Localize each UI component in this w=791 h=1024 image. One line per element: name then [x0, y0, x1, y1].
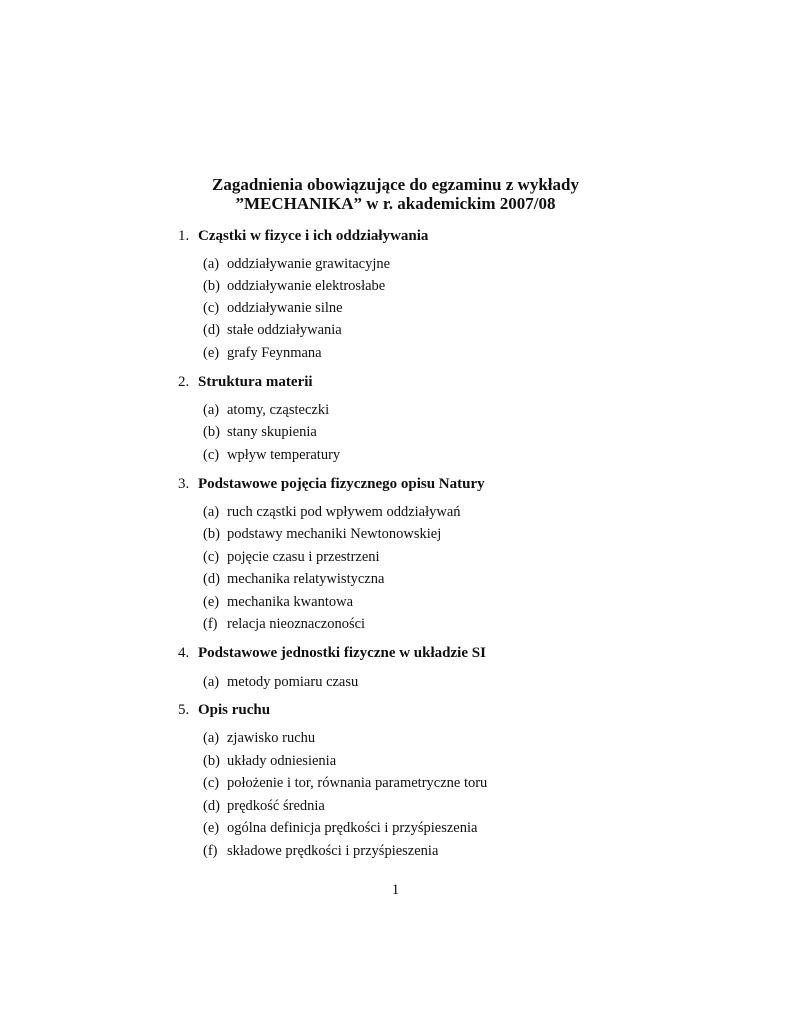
item-text: pojęcie czasu i przestrzeni: [227, 549, 380, 565]
list-item: [203, 818, 477, 838]
item-text: oddziaływanie silne: [227, 300, 343, 316]
item-label: (a): [203, 674, 220, 690]
item-text: grafy Feynmana: [227, 345, 322, 361]
page-number: 1: [391, 882, 400, 898]
list-item: [203, 400, 329, 420]
item-label: (b): [203, 753, 220, 769]
item-text: mechanika relatywistyczna: [227, 571, 385, 587]
item-text: ogólna definicja prędkości i przyśpieszenia: [227, 820, 478, 836]
item-text: relacja nieoznaczoności: [227, 616, 366, 632]
list-item: [203, 445, 340, 465]
item-label: (b): [203, 424, 220, 440]
item-text: układy odniesienia: [227, 753, 337, 769]
section-title: Podstawowe jednostki fizyczne w układzie SI: [198, 645, 486, 661]
list-item: [203, 841, 438, 861]
list-item: [203, 320, 342, 340]
item-text: podstawy mechaniki Newtonowskiej: [227, 526, 442, 542]
list-item: [203, 524, 441, 544]
list-item: [203, 254, 390, 274]
item-text: wpływ temperatury: [227, 447, 341, 463]
section-number: 3.: [178, 476, 190, 492]
list-item: [203, 751, 336, 771]
item-label: (c): [203, 549, 220, 565]
section-title: Struktura materii: [198, 374, 313, 390]
document-title-line2: ”MECHANIKA” w r. akademickim 2007/08: [235, 194, 556, 213]
section-number: 2.: [178, 374, 190, 390]
item-label: (d): [203, 798, 220, 814]
item-label: (a): [203, 504, 220, 520]
item-text: stany skupienia: [227, 424, 317, 440]
item-label: (c): [203, 300, 220, 316]
item-label: (a): [203, 256, 220, 272]
item-text: położenie i tor, równania parametryczne toru: [227, 775, 488, 791]
section-number: 1.: [178, 228, 190, 244]
list-item: [203, 592, 353, 612]
list-item: [203, 773, 487, 793]
item-text: składowe prędkości i przyśpieszenia: [227, 843, 439, 859]
list-item: [203, 728, 315, 748]
item-label: (b): [203, 526, 220, 542]
item-text: oddziaływanie elektrosłabe: [227, 278, 386, 294]
section-heading-4: [178, 643, 486, 663]
section-heading-1: [178, 226, 428, 246]
section-title: Opis ruchu: [198, 702, 271, 718]
list-item: [203, 547, 380, 567]
section-number: 5.: [178, 702, 190, 718]
item-text: ruch cząstki pod wpływem oddziaływań: [227, 504, 461, 520]
item-text: stałe oddziaływania: [227, 322, 342, 338]
item-text: prędkość średnia: [227, 798, 325, 814]
list-item: [203, 796, 325, 816]
item-label: (d): [203, 571, 220, 587]
list-item: [203, 672, 358, 692]
item-text: metody pomiaru czasu: [227, 674, 359, 690]
list-item: [203, 569, 384, 589]
list-item: [203, 614, 365, 634]
section-title: Podstawowe pojęcia fizycznego opisu Natury: [198, 476, 485, 492]
item-label: (d): [203, 322, 220, 338]
section-title: Cząstki w fizyce i ich oddziaływania: [198, 228, 429, 244]
item-label: (a): [203, 402, 220, 418]
item-text: zjawisko ruchu: [227, 730, 316, 746]
item-text: mechanika kwantowa: [227, 594, 354, 610]
item-label: (c): [203, 447, 220, 463]
item-text: atomy, cząsteczki: [227, 402, 330, 418]
item-text: oddziaływanie grawitacyjne: [227, 256, 391, 272]
item-label: (f): [203, 843, 218, 859]
section-number: 4.: [178, 645, 190, 661]
list-item: [203, 276, 385, 296]
list-item: [203, 502, 461, 522]
item-label: (e): [203, 345, 220, 361]
list-item: [203, 298, 343, 318]
section-heading-5: [178, 700, 270, 720]
list-item: [203, 422, 317, 442]
list-item: [203, 343, 322, 363]
item-label: (e): [203, 594, 220, 610]
section-heading-3: [178, 474, 485, 494]
item-label: (a): [203, 730, 220, 746]
item-label: (b): [203, 278, 220, 294]
item-label: (f): [203, 616, 218, 632]
document-title-line1: Zagadnienia obowiązujące do egzaminu z wykłady: [212, 175, 579, 194]
section-heading-2: [178, 372, 313, 392]
item-label: (e): [203, 820, 220, 836]
item-label: (c): [203, 775, 220, 791]
